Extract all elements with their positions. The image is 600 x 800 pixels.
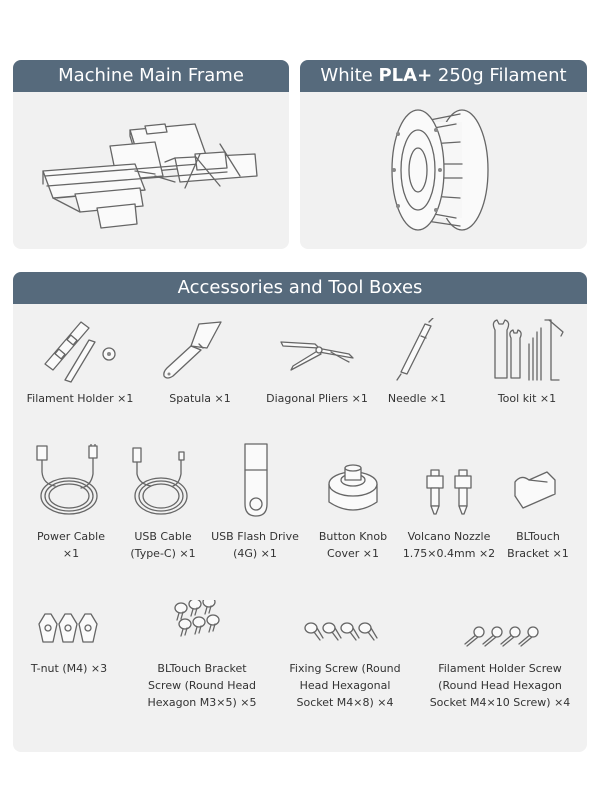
button-knob-cover-icon <box>323 462 383 518</box>
item-label: Power Cable ×1 <box>37 530 105 560</box>
filament-title: White PLA+ 250g Filament <box>300 60 587 92</box>
usb-flash-drive-icon <box>241 440 271 518</box>
filament-card <box>300 60 587 249</box>
machine-frame-image <box>35 116 265 241</box>
machine-frame-card <box>13 60 289 249</box>
diagonal-pliers-icon <box>279 330 359 374</box>
bltouch-bracket-icon <box>511 470 561 516</box>
spatula-icon <box>159 318 229 384</box>
filament-spool-image <box>384 104 504 234</box>
usb-cable-icon <box>131 444 201 520</box>
machine-frame-title: Machine Main Frame <box>13 60 289 92</box>
item-label: BLTouch Bracket Screw (Round Head Hexagon M3×5) ×5 <box>147 662 257 709</box>
item-label: BLTouch Bracket ×1 <box>507 530 569 560</box>
item-label: T-nut (M4) ×3 <box>30 662 108 675</box>
item-label: Filament Holder ×1 <box>26 392 134 405</box>
item-label: Needle ×1 <box>387 392 447 405</box>
accessories-title: Accessories and Tool Boxes <box>13 272 587 304</box>
power-cable-icon <box>35 444 105 520</box>
item-label: USB Flash Drive (4G) ×1 <box>211 530 299 560</box>
item-label: Spatula ×1 <box>169 392 231 405</box>
item-label: Tool kit ×1 <box>497 392 557 405</box>
item-label: Fixing Screw (Round Head Hexagonal Socket M4×8) ×4 <box>289 662 401 709</box>
accessories-card <box>13 272 587 752</box>
item-label: Button Knob Cover ×1 <box>318 530 388 560</box>
item-label: Filament Holder Screw (Round Head Hexagon Socket M4×10 Screw) ×4 <box>429 662 571 709</box>
fixing-screw-icon <box>303 618 385 648</box>
filament-holder-icon <box>41 316 121 386</box>
item-label: Diagonal Pliers ×1 <box>266 392 368 405</box>
volcano-nozzle-icon <box>421 468 477 518</box>
needle-icon <box>393 318 443 382</box>
filament-holder-screw-icon <box>463 622 545 650</box>
bltouch-bracket-screw-icon <box>173 600 237 648</box>
t-nut-icon <box>35 610 101 650</box>
item-label: USB Cable (Type-C) ×1 <box>130 530 196 560</box>
tool-kit-icon <box>489 316 567 384</box>
item-label: Volcano Nozzle 1.75×0.4mm ×2 <box>402 530 496 560</box>
